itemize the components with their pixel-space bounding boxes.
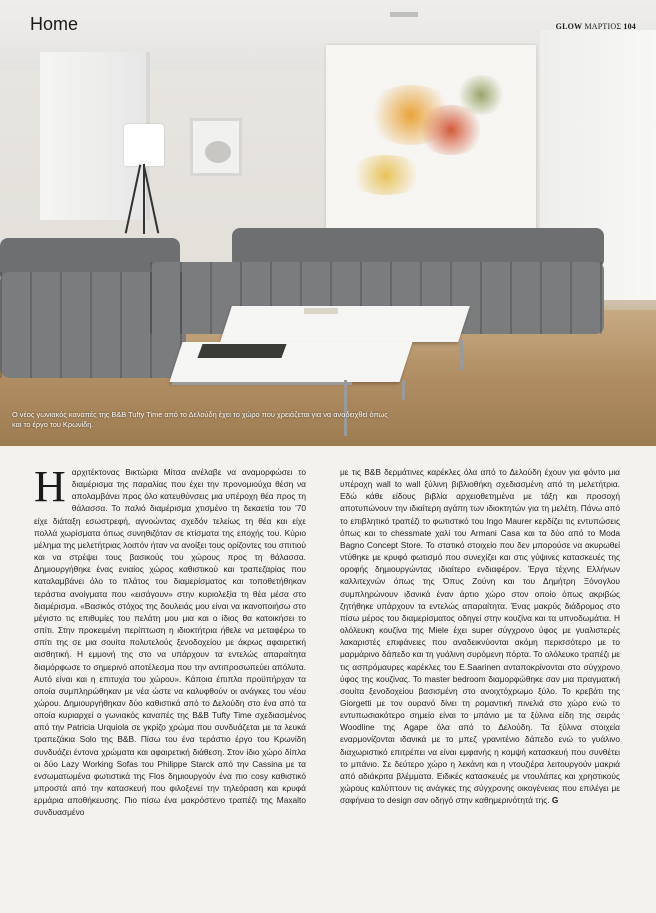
column-2-text: με τις B&B δερμάτινες καρέκλες όλα από το Δελούδη έχουν για φόντο μια υπέροχη wall to wall ξύλινη βιβλιοθήκη σχεδιασμένη από τη μελετήτρια. Εδώ κάθε είδους βιβλία αρχειοθετημένα με τάξη και προσοχή αποτυπώνουν την ιδιαίτερη αγάπη των ιδιοκτητών για τη μελέτη. Πάνω από το επιβλητικό τραπέζι το φωτιστικό του Ingo Maurer κερδίζει τις εντυπώσεις όπως και το chessmate χαλί του Armani Casa και τα δύο από το Moda Bagno Concept Store. Το στατικό στοιχείο που δεν μπορούσε να ακυρωθεί ντύθηκε με κρυφό φωτισμό που συνεχίζει και στις γύψινες κατασκευές της οροφής δημιουργώντας ιδιαίτερο ενδιαφέρον. Έργα τέχνης Ελλήνων καλλιτεχνών όπως της Όπυς Ζούνη και του Δημήτρη Ξόνογλου συμπληρώνουν ιδανικά έναν άρτιο χώρο στον οποίο όπως ακριβώς ζητήθηκε υπάρχουν τα εντελώς απαραίτητα. Ένας μακρύς διάδρομος στο πίσω μέρος του διαμερίσματος οδηγεί στην κουζίνα και τα υπνοδωμάτια. Η ολόλευκη κουζίνα της Miele έχει super σύγχρονο ύφος με γυαλιστερές λακαριστές επιφάνειες που αναδεικνύονται ακόμη περισσότερο με το μαρμάρινο δάπεδο και τη γυάλινη συρόμενη πόρτα. Το ολόλευκο τραπέζι με τις ασπρόμαυρες καρέκλες του E.Saarinen ανταποκρίνονται στο σύγχρονο ύφος της κουζίνας. Το master bedroom διαμορφώθηκε σαν μια πραγματική σουίτα ξενοδοχείου βασισμένη στο ανοιχτόχρωμο ξύλο. Το κρεβάτι της Giorgetti με τον ουρανό δίνει τη ρομαντική πινελιά στο χώρο ενώ το εντυπωσιακότερο σημείο είναι το μπάνιο με τα ξύλινα είδη της σειράς Woodline της Agape όλα από το Δελούδη. Τα ξύλινα στοιχεία εναρμονίζονται ιδανικά με το μπεζ γρανιτένιο δάπεδο ενώ το γυάλινο διαχωριστικό επιτρέπει να είναι εμφανής η κομψή κατασκευή που συνθέτει το μπάνιο. Σε δεύτερο χώρο η λεκάνη και η ντουζιέρα λειτουργούν μακριά από αδιάκριτα βλέμματα. Ειδικές κατασκευές με ντουλάπες και χρηστικούς χώρους καλύπτουν τις ανάγκες της σύγχρονης οικογένειας που επιλέγει με σαφήνεια το design σαν οδηγό στην καθημερινότητά της. [340,467,620,806]
lamp-leg [143,164,145,234]
ceiling-vent [390,12,418,17]
article-column-1 [34,462,306,819]
hero-photo [0,0,656,446]
table-leg [460,340,463,370]
end-mark: G [551,795,559,806]
small-artwork [190,118,242,176]
floor-lamp-shade [124,124,164,166]
book-stack [197,344,286,358]
page-number: 104 [623,22,636,31]
table-rail [172,382,352,385]
magazine-name: GLOW [555,22,583,31]
coffee-table-large [220,306,470,342]
article-column-2 [340,466,620,806]
drop-cap: Η [34,462,66,511]
section-label: Home [30,14,79,34]
issue-month: ΜΑΡΤΙΟΣ [584,22,622,31]
tray [304,308,338,314]
abstract-painting [326,45,536,233]
column-1-text: αρχιτέκτονας Βικτώρια Μίτσα ανέλαβε να αναμορφώσει το διαμέρισμα της παραλίας που έχει την προνομιούχα θέση να απολαμβάνει προς όλο κατευθύνσεις μια υπέροχη θέα προς τη θάλασσα. Το παλιό διαμέρισμα χτισμένο τη δεκαετία του '70 είχε διάταξη εσωστρεφή, αγνοώντας σχεδόν τελείως τη θέα και είχε πολλά χωρίσματα όπως συνηθιζόταν σε κτίσματα της εποχής του. Κύριο μέλημα της μελετήτριας λοιπόν ήταν να ανοίξει τους ορίζοντες του σπιτιού και να στρέψει τους βασικούς του χώρους προς τη θάλασσα. Δημιουργήθηκε ένας ενιαίος χώρος καθιστικού και τραπεζαρίας που καταλαμβάνει όλο το πλάτος του διαμερίσματος και τοποθετήθηκαν τεράστια ανοίγματα που «εισάγουν» στην κυριολεξία τη θέα μέσα στο διαμέρισμα. «Βασικός στόχος της δουλειάς μου είναι να ικανοποιήσω στο μέγιστο τις επιθυμίες του πελάτη μου μια και ο ίδιος θα κατοικήσει το σπίτι. Στην προκειμένη περίπτωση η ιδιοκτήτρια ήθελε να μεταφέρω το σπίτι της σε μια σουίτα πολυτελούς ξενοδοχείου με άκρως αφαιρετική αισθητική. Η εμμονή της στο να υπάρχουν τα εντελώς απαραίτητα διαμόρφωσε το σημερινό αποτέλεσμα που την αντιπροσωπεύει απόλυτα. Αυτό είναι και η επιτυχία του χώρου». Κάποια έπιπλα προϋπήρχαν τα οποία συμπληρώθηκαν με νέα ώστε να καλυφθούν οι ανάγκες του νέου χώρου. Δημιουργήθηκαν δύο καθιστικά από το Δελούδη στο ένα από τα οποία κυριαρχεί ο γωνιακός καναπές της B&B Tufty Time σχεδιασμένος από την Patricia Urquiola σε γκρίζο χρώμα που συνδυάζεται με τα λευκά τραπεζάκια Solo της B&B. Πίσω του ένα τεράστιο έργο του Κρωνίδη συνδυάζει έντονα χρώματα και αφαιρετική διάθεση. Στον ίδιο χώρο δίπλα οι δύο Lazy Working Sofas του Philippe Starck από την Cassina με τα ενσωματωμένα φωτιστικά της Flos δημιουργούν ένα πιο cosy καθιστικό μπροστά από την κατασκευή που φιλοξενεί την τηλεόραση και κρυφά ερμάρια αποθήκευσης. Πιο πίσω ένα μακρόστενο τραπέζι της Maxalto συνδυασμένο [34,467,306,818]
table-leg [402,380,405,400]
page-folio [556,22,636,31]
photo-caption: Ο νέος γωνιακός καναπές της B&B Tufty Time από το Δελούδη έχει το χώρο που χρειάζεται για να αναδειχθεί όπως και το έργο του Κρωνίδη. [12,410,388,429]
